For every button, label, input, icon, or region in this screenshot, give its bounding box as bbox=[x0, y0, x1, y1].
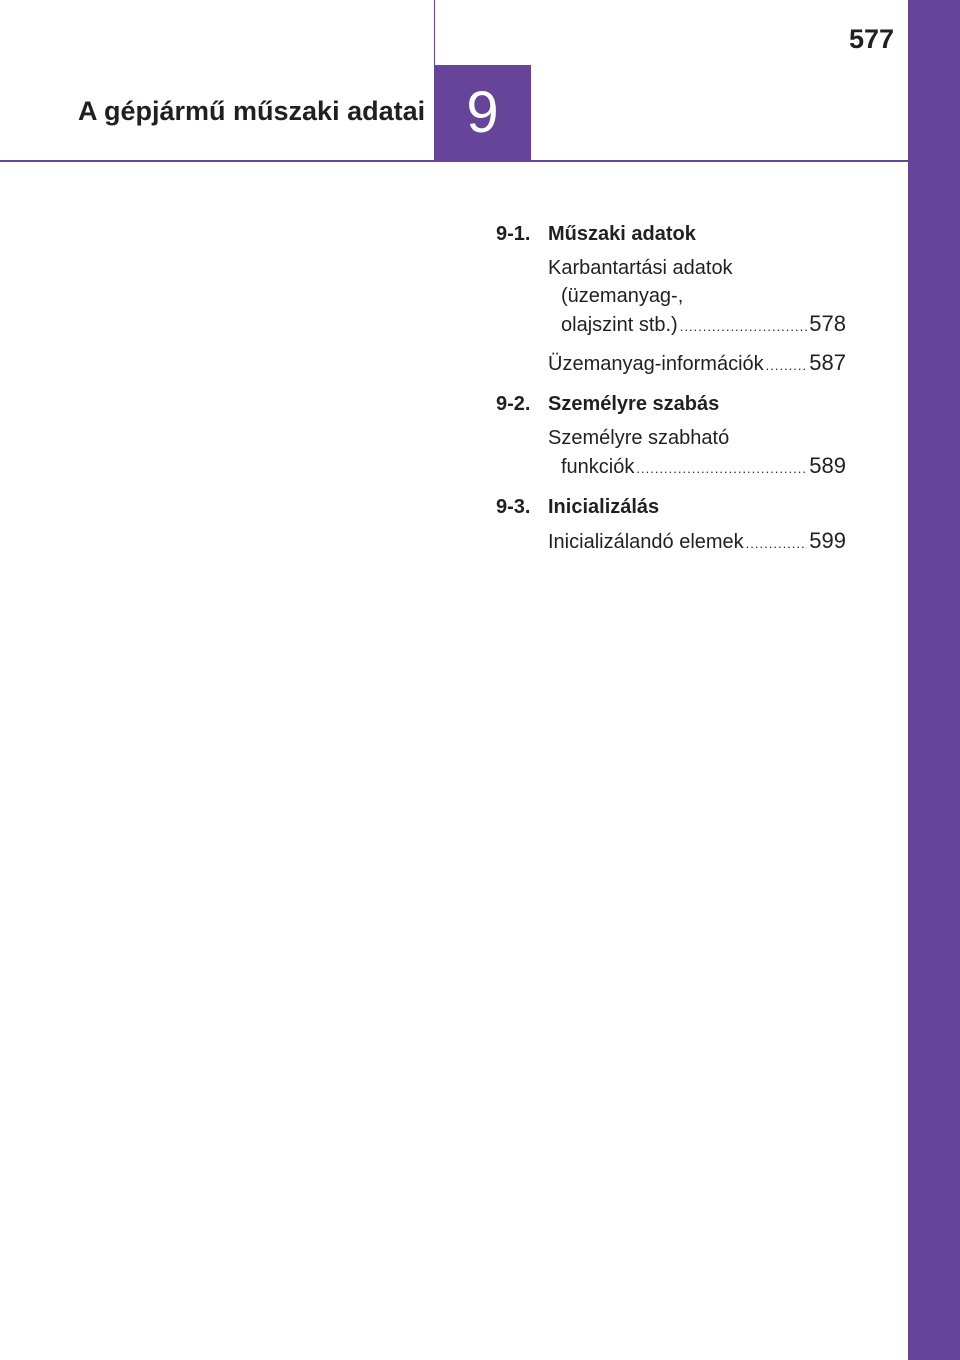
entry-text: Karbantartási adatok bbox=[548, 257, 733, 279]
toc-section bbox=[496, 493, 846, 521]
entry-text: Személyre szabható bbox=[548, 427, 730, 449]
toc-entry-maintenance-data[interactable] bbox=[548, 254, 846, 341]
chapter-side-tab bbox=[908, 0, 960, 1360]
dot-leader bbox=[766, 352, 808, 380]
entry-page-number: 587 bbox=[809, 350, 846, 375]
section-number: 9-2. bbox=[496, 393, 531, 415]
dot-leader bbox=[680, 313, 808, 341]
section-number: 9-1. bbox=[496, 223, 531, 245]
table-of-contents bbox=[496, 220, 846, 558]
entry-text: Üzemanyag-információk bbox=[548, 353, 764, 375]
header-divider bbox=[434, 0, 435, 65]
entry-page-number: 578 bbox=[809, 311, 846, 336]
dot-leader bbox=[746, 530, 808, 558]
entry-last-line bbox=[548, 310, 846, 341]
entry-last-line bbox=[548, 349, 846, 380]
section-title[interactable]: Műszaki adatok bbox=[548, 223, 696, 245]
entry-page-number: 599 bbox=[809, 528, 846, 553]
toc-entry-customizable-features[interactable] bbox=[548, 424, 846, 483]
toc-entry-initialization-items[interactable] bbox=[548, 527, 846, 558]
toc-entry-fuel-information[interactable] bbox=[548, 349, 846, 380]
toc-section bbox=[496, 390, 846, 418]
entry-page-number: 589 bbox=[809, 453, 846, 478]
entry-text: (üzemanyag-, bbox=[561, 285, 684, 307]
section-number: 9-3. bbox=[496, 496, 531, 518]
header-rule bbox=[0, 160, 908, 162]
entry-last-line bbox=[548, 452, 846, 483]
chapter-title: A gépjármű műszaki adatai bbox=[78, 96, 426, 126]
section-title[interactable]: Személyre szabás bbox=[548, 393, 720, 415]
entry-text: funkciók bbox=[561, 456, 635, 478]
entry-text: Inicializálandó elemek bbox=[548, 531, 744, 553]
toc-section bbox=[496, 220, 846, 248]
entry-last-line bbox=[548, 527, 846, 558]
section-title[interactable]: Inicializálás bbox=[548, 496, 660, 518]
entry-text: olajszint stb.) bbox=[561, 314, 678, 336]
page-number: 577 bbox=[848, 24, 894, 54]
dot-leader bbox=[636, 455, 807, 483]
chapter-number-box: 9 bbox=[434, 65, 531, 161]
